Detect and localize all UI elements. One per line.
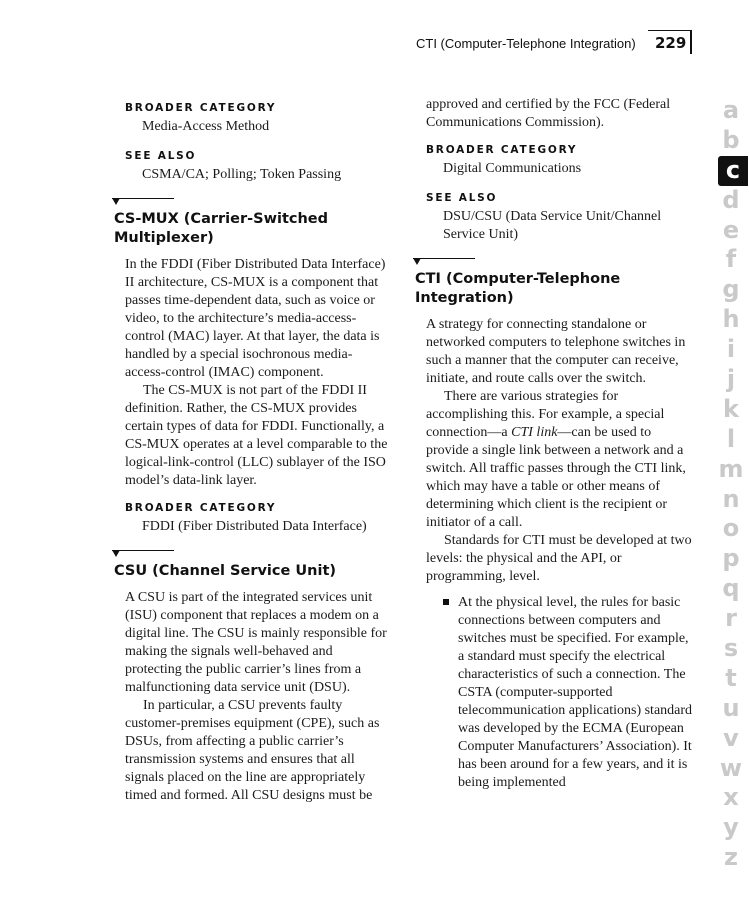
paragraph: The CS-MUX is not part of the FDDI II definition. Rather, the CS-MUX provides certain types of data for FDDI. Functionally, a CS-MUX operates at a level comparable to the logical-link-control (LLC) sublayer of the ISO model’s data-link layer. xyxy=(125,383,388,488)
thumb-index xyxy=(714,96,748,873)
entry-marker xyxy=(112,198,392,210)
thumb-index-letter-e[interactable]: e xyxy=(722,215,740,244)
entry-body-csu xyxy=(125,589,392,805)
thumb-index-letter-r[interactable]: r xyxy=(725,604,737,633)
entry-heading-cti: CTI (Computer-Telephone Integration) xyxy=(415,271,621,306)
paragraph: A CSU is part of the integrated services unit (ISU) component that replaces a modem on a digital line. The CSU is mainly responsible for making the signals well-behaved and protecting the public carrier’s lines from a malfunctioning data service unit (DSU). xyxy=(125,590,387,695)
continuation-text xyxy=(426,96,693,132)
left-column xyxy=(112,96,392,805)
header-rule-horizontal xyxy=(648,30,692,31)
thumb-index-letter-a[interactable]: a xyxy=(722,96,740,124)
thumb-index-letter-c[interactable]: c xyxy=(718,156,748,186)
thumb-index-letter-i[interactable]: i xyxy=(726,335,736,364)
thumb-index-letter-u[interactable]: u xyxy=(722,693,740,722)
thumb-index-letter-t[interactable]: t xyxy=(725,663,737,692)
bullet-list xyxy=(426,594,693,792)
triangle-marker-icon xyxy=(112,198,120,205)
thumb-index-letter-s[interactable]: s xyxy=(723,634,739,663)
broader-category-label: BROADER CATEGORY xyxy=(125,102,277,114)
thumb-index-letter-f[interactable]: f xyxy=(725,245,737,274)
paragraph: approved and certified by the FCC (Federal Communications Commission). xyxy=(426,97,671,130)
paragraph: In the FDDI (Fiber Distributed Data Interface) II architecture, CS-MUX is a component that passes time-dependent data, such as voice or video, to the architecture’s media-access-control (MAC) layer. At that layer, the data is handled by a special isochronous media-access-control (IMAC) component. xyxy=(125,257,386,380)
entry-heading-csmux: CS-MUX (Carrier-Switched Multiplexer) xyxy=(114,211,329,246)
header-rule-vertical xyxy=(690,30,692,54)
thumb-index-letter-w[interactable]: w xyxy=(719,753,743,782)
square-bullet-icon xyxy=(443,599,449,605)
broader-category-value: Digital Communications xyxy=(443,161,582,176)
broader-category-value: Media-Access Method xyxy=(142,119,270,134)
italic-term: CTI link xyxy=(511,425,558,440)
thumb-index-letter-b[interactable]: b xyxy=(722,125,740,154)
page-number: 229 xyxy=(655,34,687,52)
thumb-index-letter-x[interactable]: x xyxy=(723,783,739,812)
thumb-index-letter-g[interactable]: g xyxy=(722,275,740,304)
thumb-index-letter-d[interactable]: d xyxy=(722,185,740,214)
triangle-marker-icon xyxy=(413,258,421,265)
paragraph: A strategy for connecting standalone or networked computers to telephone switches in such a manner that the computer can receive, initiate, and route calls over the switch. xyxy=(426,317,686,386)
see-also-label: SEE ALSO xyxy=(125,150,197,162)
see-also-value: CSMA/CA; Polling; Token Passing xyxy=(142,167,342,182)
thumb-index-letter-j[interactable]: j xyxy=(726,365,736,394)
entry-body-cti xyxy=(426,316,693,792)
broader-category-label: BROADER CATEGORY xyxy=(426,144,578,156)
text-run: There are various strategies for accomplishing this. For example, a special connection—a xyxy=(426,389,665,440)
entry-body-csmux xyxy=(125,256,392,490)
see-also-value: DSU/CSU (Data Service Unit/Channel Service Unit) xyxy=(443,209,662,242)
right-column xyxy=(413,96,693,792)
broader-category-value: FDDI (Fiber Distributed Data Interface) xyxy=(142,519,367,534)
thumb-index-letter-q[interactable]: q xyxy=(722,574,740,603)
list-item-text: At the physical level, the rules for basic connections between computers and switches must be specified. For example, a standard must specify the electrical characteristics of such a connection. The CSTA (computer-supported telecommunication applications) standard was developed by the ECMA (European Computer Manufacturers’ Association). It has been around for a few years, and it is being implemented xyxy=(458,595,693,790)
broader-category-label: BROADER CATEGORY xyxy=(125,502,277,514)
triangle-marker-icon xyxy=(112,550,120,557)
entry-marker xyxy=(112,550,392,562)
thumb-index-letter-y[interactable]: y xyxy=(723,813,739,842)
entry-marker xyxy=(413,258,693,270)
running-header-title: CTI (Computer-Telephone Integration) xyxy=(416,36,636,51)
paragraph: Standards for CTI must be developed at two levels: the physical and the API, or programming, level. xyxy=(426,533,692,584)
thumb-index-letter-k[interactable]: k xyxy=(723,394,739,423)
list-item xyxy=(426,594,693,792)
see-also-label: SEE ALSO xyxy=(426,192,498,204)
thumb-index-letter-z[interactable]: z xyxy=(724,843,738,872)
thumb-index-letter-n[interactable]: n xyxy=(722,484,740,513)
thumb-index-letter-h[interactable]: h xyxy=(722,305,740,334)
thumb-index-letter-m[interactable]: m xyxy=(718,454,744,483)
thumb-index-letter-l[interactable]: l xyxy=(726,424,736,453)
thumb-index-letter-v[interactable]: v xyxy=(723,723,739,752)
paragraph: In particular, a CSU prevents faulty customer-premises equipment (CPE), such as DSUs, from affecting a public carrier’s transmission systems and ensures that all signals placed on the line are appropriately timed and formed. All CSU designs must be xyxy=(125,698,380,803)
entry-heading-csu: CSU (Channel Service Unit) xyxy=(114,563,337,579)
text-run: —can be used to provide a single link between a network and a switch. All traffic passes through the CTI link, which may have a table or other means of determining which client is the recipient or initiator of a call. xyxy=(426,425,686,530)
paragraph xyxy=(426,388,693,532)
thumb-index-letter-p[interactable]: p xyxy=(722,544,740,573)
thumb-index-letter-o[interactable]: o xyxy=(722,514,740,543)
